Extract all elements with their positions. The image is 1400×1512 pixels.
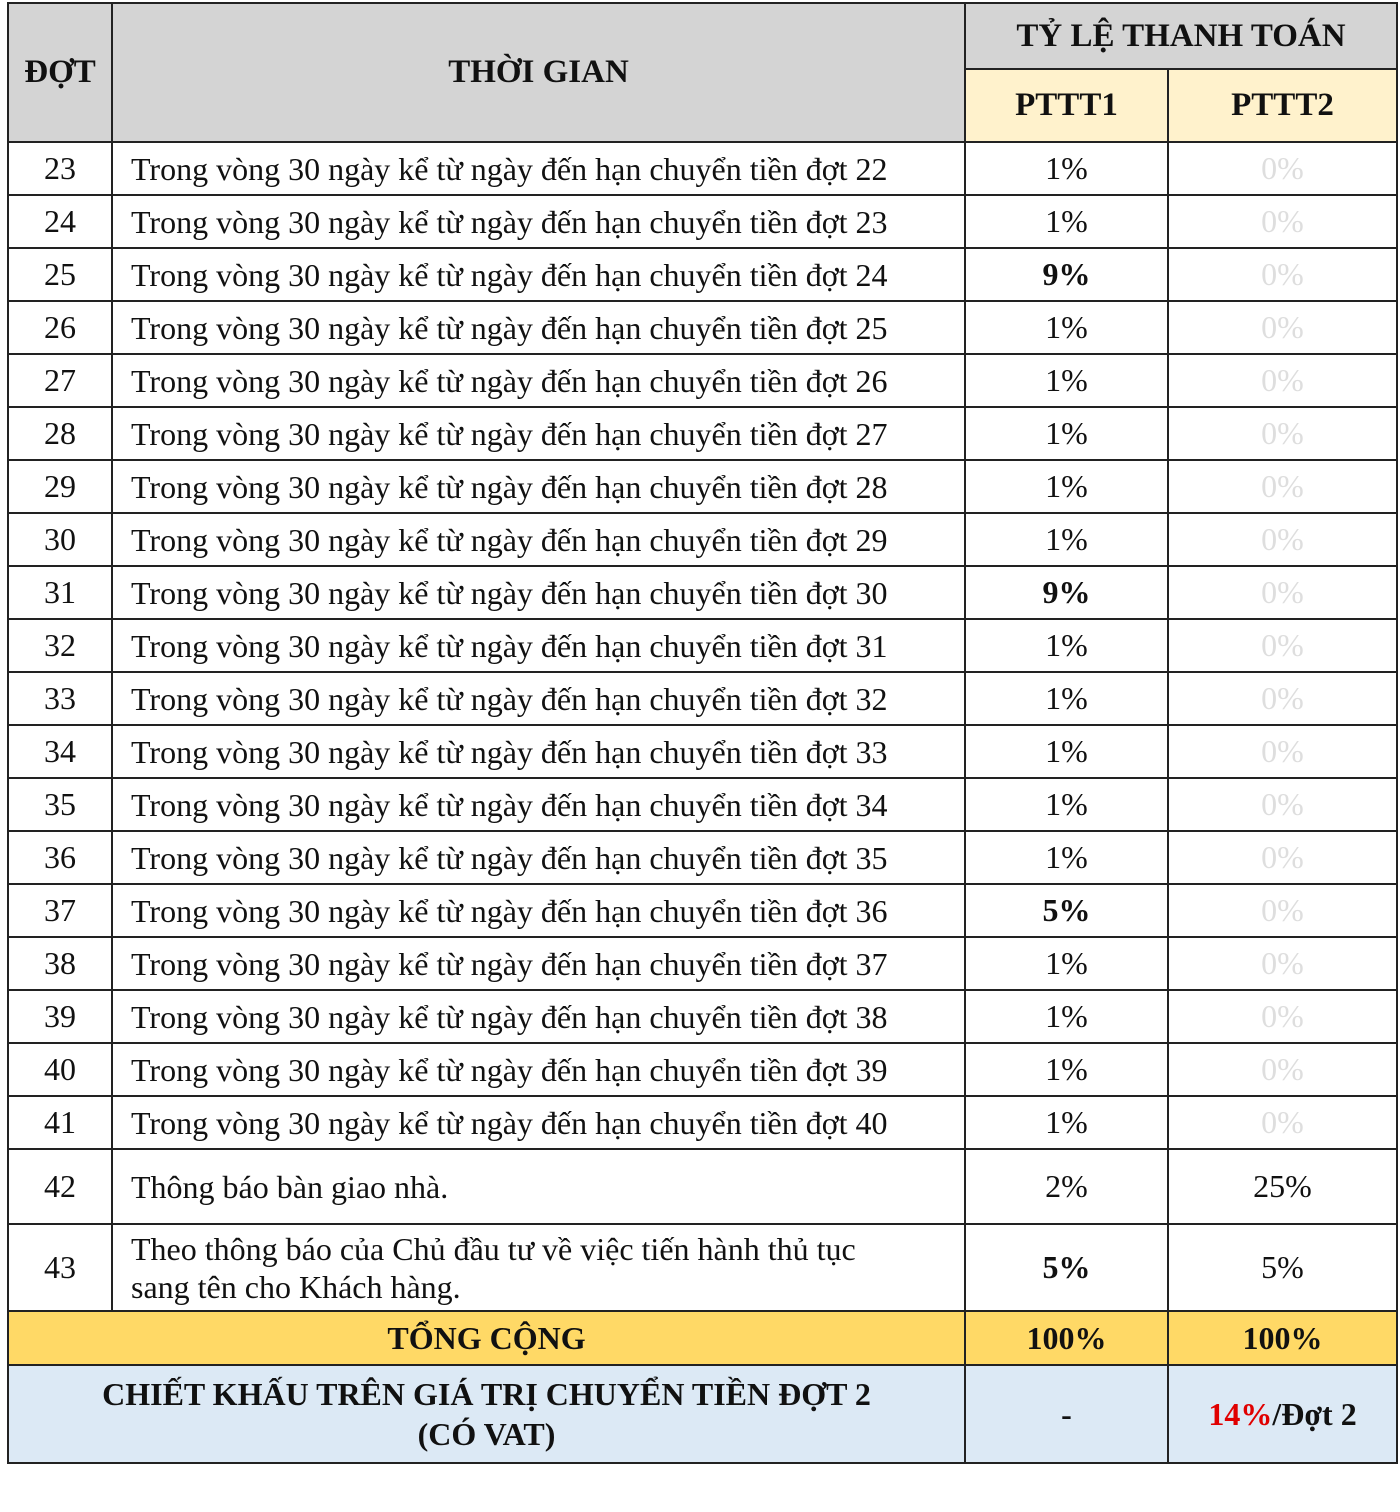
discount-row <box>8 1365 1397 1463</box>
row-pttt2: 0% <box>1168 619 1397 672</box>
row-pttt1: 1% <box>965 354 1168 407</box>
table-row <box>8 937 1397 990</box>
row-42-pttt1: 2% <box>965 1149 1168 1224</box>
row-pttt2: 0% <box>1168 884 1397 937</box>
row-desc: Trong vòng 30 ngày kể từ ngày đến hạn chuyển tiền đợt 36 <box>112 884 965 937</box>
row-pttt1: 1% <box>965 301 1168 354</box>
row-pttt2: 0% <box>1168 195 1397 248</box>
row-dot: 37 <box>8 884 112 937</box>
row-desc: Trong vòng 30 ngày kể từ ngày đến hạn chuyển tiền đợt 38 <box>112 990 965 1043</box>
row-43-pttt1: 5% <box>965 1224 1168 1311</box>
row-pttt2: 0% <box>1168 778 1397 831</box>
row-pttt2: 0% <box>1168 460 1397 513</box>
row-dot: 39 <box>8 990 112 1043</box>
payment-schedule-table <box>7 2 1398 1464</box>
row-desc: Trong vòng 30 ngày kể từ ngày đến hạn chuyển tiền đợt 31 <box>112 619 965 672</box>
discount-percent: 14% <box>1208 1396 1273 1432</box>
row-desc: Trong vòng 30 ngày kể từ ngày đến hạn chuyển tiền đợt 40 <box>112 1096 965 1149</box>
row-pttt2: 0% <box>1168 672 1397 725</box>
row-dot: 27 <box>8 354 112 407</box>
header-thoi-gian: THỜI GIAN <box>112 3 965 142</box>
row-pttt2: 0% <box>1168 301 1397 354</box>
row-desc: Trong vòng 30 ngày kể từ ngày đến hạn chuyển tiền đợt 24 <box>112 248 965 301</box>
row-desc: Trong vòng 30 ngày kể từ ngày đến hạn chuyển tiền đợt 23 <box>112 195 965 248</box>
row-dot: 35 <box>8 778 112 831</box>
row-pttt2: 0% <box>1168 990 1397 1043</box>
row-43-desc-line1: Theo thông báo của Chủ đầu tư về việc tiến hành thủ tục <box>131 1230 856 1267</box>
row-pttt1: 1% <box>965 672 1168 725</box>
table-row <box>8 831 1397 884</box>
table-row <box>8 1096 1397 1149</box>
row-pttt2: 0% <box>1168 142 1397 195</box>
row-desc: Trong vòng 30 ngày kể từ ngày đến hạn chuyển tiền đợt 26 <box>112 354 965 407</box>
discount-label-line2: (CÓ VAT) <box>417 1416 556 1452</box>
row-dot: 24 <box>8 195 112 248</box>
row-desc: Trong vòng 30 ngày kể từ ngày đến hạn chuyển tiền đợt 39 <box>112 1043 965 1096</box>
row-desc: Trong vòng 30 ngày kể từ ngày đến hạn chuyển tiền đợt 35 <box>112 831 965 884</box>
row-desc: Trong vòng 30 ngày kể từ ngày đến hạn chuyển tiền đợt 32 <box>112 672 965 725</box>
table-row <box>8 248 1397 301</box>
row-desc: Trong vòng 30 ngày kể từ ngày đến hạn chuyển tiền đợt 28 <box>112 460 965 513</box>
row-pttt2: 0% <box>1168 831 1397 884</box>
row-dot: 30 <box>8 513 112 566</box>
row-desc: Trong vòng 30 ngày kể từ ngày đến hạn chuyển tiền đợt 27 <box>112 407 965 460</box>
row-pttt1: 9% <box>965 248 1168 301</box>
total-pttt2: 100% <box>1168 1311 1397 1365</box>
row-pttt1: 1% <box>965 407 1168 460</box>
row-pttt2: 0% <box>1168 248 1397 301</box>
row-pttt1: 1% <box>965 778 1168 831</box>
table-row <box>8 778 1397 831</box>
header-pttt1: PTTT1 <box>965 69 1168 142</box>
table-row <box>8 301 1397 354</box>
table-row <box>8 354 1397 407</box>
row-dot: 38 <box>8 937 112 990</box>
header-dot: ĐỢT <box>8 3 112 142</box>
discount-pttt1: - <box>965 1365 1168 1463</box>
row-dot: 34 <box>8 725 112 778</box>
row-desc: Trong vòng 30 ngày kể từ ngày đến hạn chuyển tiền đợt 29 <box>112 513 965 566</box>
row-pttt1: 1% <box>965 195 1168 248</box>
row-pttt2: 0% <box>1168 354 1397 407</box>
row-43-pttt2: 5% <box>1168 1224 1397 1311</box>
table-row <box>8 195 1397 248</box>
row-pttt2: 0% <box>1168 566 1397 619</box>
total-pttt1: 100% <box>965 1311 1168 1365</box>
row-pttt2: 0% <box>1168 725 1397 778</box>
row-pttt2: 0% <box>1168 513 1397 566</box>
row-pttt2: 0% <box>1168 1096 1397 1149</box>
table-row <box>8 725 1397 778</box>
total-label: TỔNG CỘNG <box>8 1311 965 1365</box>
row-dot: 28 <box>8 407 112 460</box>
row-pttt1: 1% <box>965 725 1168 778</box>
row-dot: 25 <box>8 248 112 301</box>
row-dot: 36 <box>8 831 112 884</box>
row-dot: 40 <box>8 1043 112 1096</box>
row-pttt1: 1% <box>965 831 1168 884</box>
table-row <box>8 884 1397 937</box>
row-pttt2: 0% <box>1168 937 1397 990</box>
row-42-dot: 42 <box>8 1149 112 1224</box>
table-body <box>8 142 1397 1463</box>
row-dot: 23 <box>8 142 112 195</box>
row-pttt1: 1% <box>965 460 1168 513</box>
row-42-desc: Thông báo bàn giao nhà. <box>112 1149 965 1224</box>
header-pttt2: PTTT2 <box>1168 69 1397 142</box>
row-pttt1: 1% <box>965 937 1168 990</box>
discount-pttt2 <box>1168 1365 1397 1463</box>
discount-label-line1: CHIẾT KHẤU TRÊN GIÁ TRỊ CHUYỂN TIỀN ĐỢT 2 <box>102 1376 871 1412</box>
row-desc: Trong vòng 30 ngày kể từ ngày đến hạn chuyển tiền đợt 33 <box>112 725 965 778</box>
row-desc: Trong vòng 30 ngày kể từ ngày đến hạn chuyển tiền đợt 37 <box>112 937 965 990</box>
row-pttt1: 5% <box>965 884 1168 937</box>
row-42-pttt2: 25% <box>1168 1149 1397 1224</box>
row-pttt1: 1% <box>965 142 1168 195</box>
row-pttt2: 0% <box>1168 407 1397 460</box>
table-row <box>8 990 1397 1043</box>
row-dot: 32 <box>8 619 112 672</box>
table-row <box>8 142 1397 195</box>
row-dot: 33 <box>8 672 112 725</box>
row-pttt2: 0% <box>1168 1043 1397 1096</box>
row-pttt1: 1% <box>965 1096 1168 1149</box>
row-desc: Trong vòng 30 ngày kể từ ngày đến hạn chuyển tiền đợt 30 <box>112 566 965 619</box>
row-43-dot: 43 <box>8 1224 112 1311</box>
table-row <box>8 1043 1397 1096</box>
table-row <box>8 407 1397 460</box>
table-row <box>8 672 1397 725</box>
row-pttt1: 1% <box>965 1043 1168 1096</box>
row-dot: 29 <box>8 460 112 513</box>
discount-label <box>8 1365 965 1463</box>
row-desc: Trong vòng 30 ngày kể từ ngày đến hạn chuyển tiền đợt 34 <box>112 778 965 831</box>
row-pttt1: 1% <box>965 513 1168 566</box>
row-43-desc-line2: sang tên cho Khách hàng. <box>131 1268 461 1305</box>
table-row <box>8 619 1397 672</box>
table-row <box>8 460 1397 513</box>
row-pttt1: 1% <box>965 990 1168 1043</box>
table-row <box>8 566 1397 619</box>
row-pttt1: 9% <box>965 566 1168 619</box>
row-dot: 31 <box>8 566 112 619</box>
total-row <box>8 1311 1397 1365</box>
discount-suffix: /Đợt 2 <box>1272 1396 1357 1432</box>
table-row <box>8 513 1397 566</box>
header-ty-le-thanh-toan: TỶ LỆ THANH TOÁN <box>965 3 1397 69</box>
row-pttt1: 1% <box>965 619 1168 672</box>
row-desc: Trong vòng 30 ngày kể từ ngày đến hạn chuyển tiền đợt 22 <box>112 142 965 195</box>
row-dot: 41 <box>8 1096 112 1149</box>
row-desc: Trong vòng 30 ngày kể từ ngày đến hạn chuyển tiền đợt 25 <box>112 301 965 354</box>
row-dot: 26 <box>8 301 112 354</box>
row-43-desc <box>112 1224 965 1311</box>
